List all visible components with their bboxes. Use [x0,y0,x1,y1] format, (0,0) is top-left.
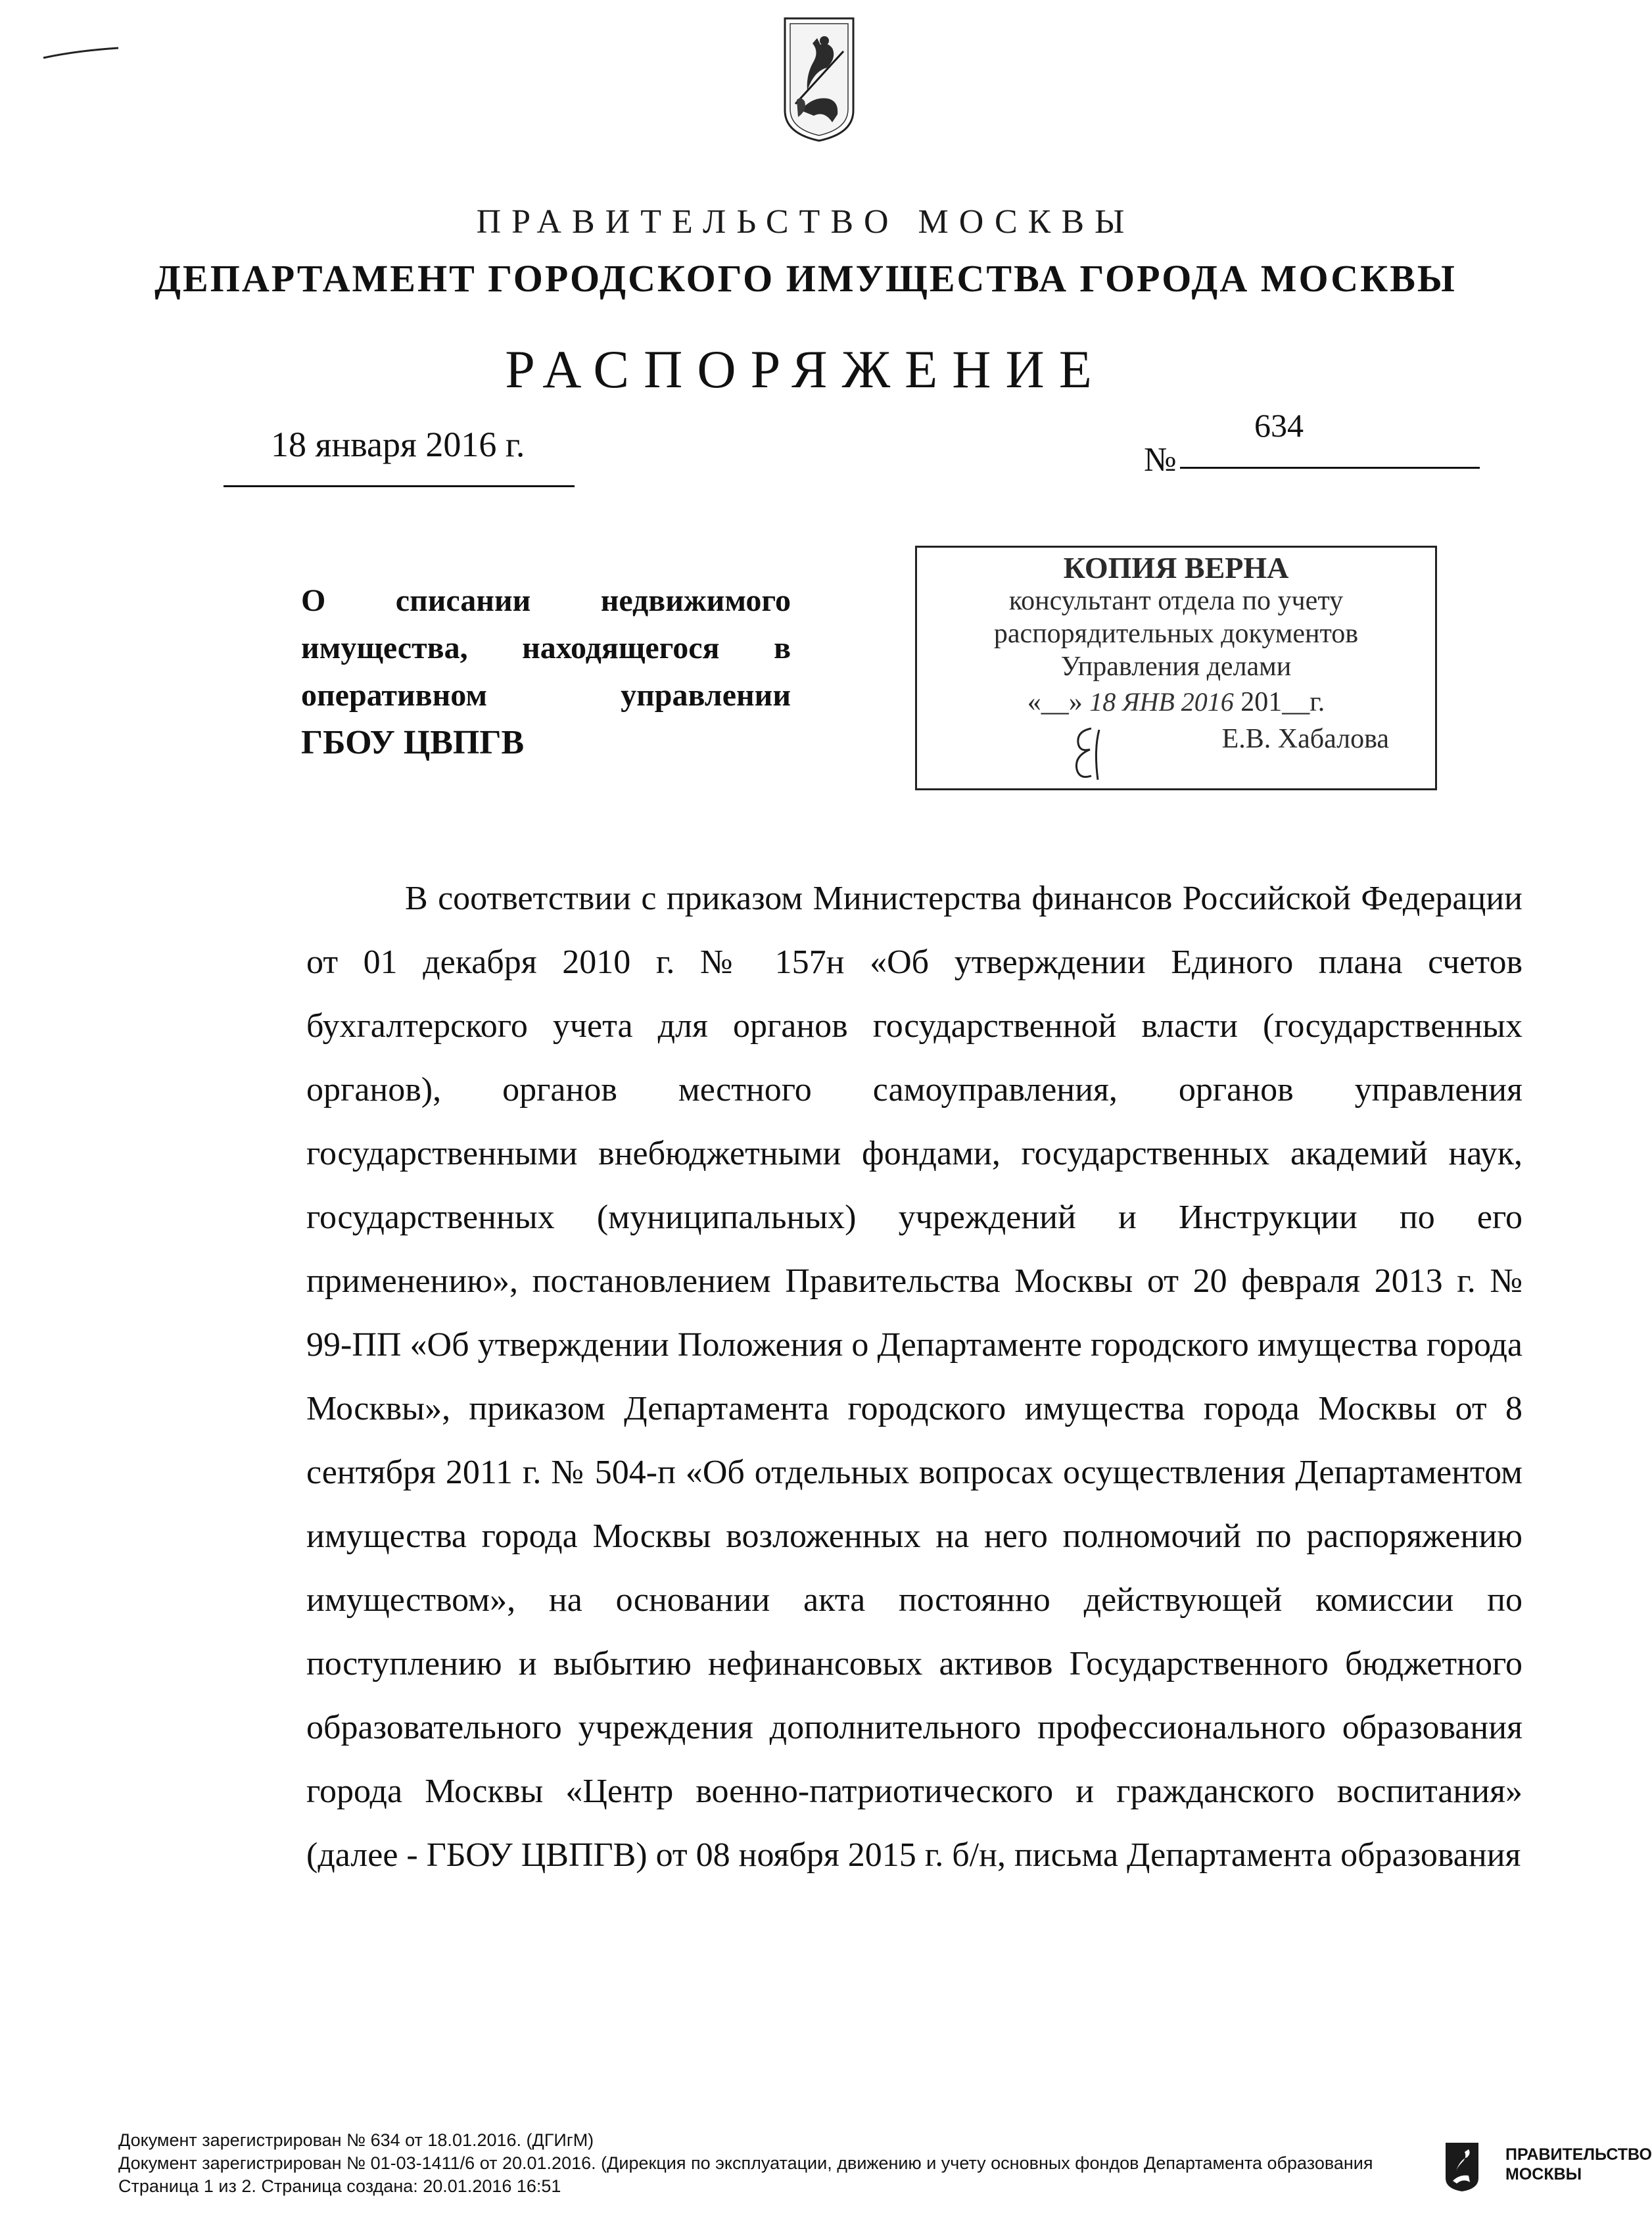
government-title: ПРАВИТЕЛЬСТВО МОСКВЫ [476,203,1135,241]
handwritten-signature [1065,723,1118,782]
moscow-coat-of-arms-icon [781,12,857,143]
document-type: РАСПОРЯЖЕНИЕ [505,339,1106,399]
stamp-date-row [917,686,1435,719]
stamp-date-handwritten: 18 ЯНВ 2016 [1089,687,1234,717]
stamp-signatory-name: Е.В. Хабалова [1221,724,1389,754]
subject-line: ГБОУ ЦВПГВ [301,724,525,761]
footer-line: Документ зарегистрирован № 634 от 18.01.2016. (ДГИгМ) [118,2130,594,2150]
document-date: 18 января 2016 г. [271,425,525,464]
registration-footer [118,2129,1373,2198]
footer-brand [1505,2145,1652,2184]
body-paragraph: В соответствии с приказом Министерства финансов Российской Федерации от 01 декабря 2010 г. № 157н «Об утверждении Единого плана счетов бухгалтерского учета для органов государственной власти (государственных органов), органов местного самоуправления, органов управления государственными внебюджетными фондами, государственных академий наук, государственных (муниципальных) учреждений и Инструкции по его применению», постановлением Правительства Москвы от 20 февраля 2013 г. № 99-ПП «Об утверждении Положения о Департаменте городского имущества города Москвы», приказом Департамента городского имущества города Москвы от 8 сентября 2011 г. № 504-п «Об отдельных вопросах осуществления Департаментом имущества города Москвы возложенных на него полномочий по распоряжению имуществом», на основании акта постоянно действующей комиссии по поступлению и выбытию нефинансовых активов Государственного бюджетного образовательного учреждения дополнительного профессионального образования города Москвы «Центр военно-патриотического и гражданского воспитания» (далее - ГБОУ ЦВПГВ) от 08 ноября 2015 г. б/н, письма Департамента образования [306,880,1522,1874]
footer-line: Страница 1 из 2. Страница создана: 20.01.2016 16:51 [118,2176,561,2196]
stamp-line: распорядительных документов [993,619,1359,649]
footer-brand-line: ПРАВИТЕЛЬСТВО [1505,2145,1652,2164]
subject-line: оперативном управлении [301,678,791,713]
stamp-title: КОПИЯ ВЕРНА [1063,551,1289,585]
number-underline [1180,467,1480,469]
date-underline [224,485,575,487]
subject-line: имущества, находящегося в [301,631,791,665]
corner-pen-mark [42,46,120,60]
document-subject [301,577,791,767]
document-number: 634 [1254,407,1304,444]
number-label: № [1144,441,1177,479]
stamp-date-suffix: 201__г. [1240,687,1325,717]
footer-line: Документ зарегистрирован № 01-03-1411/6 от 20.01.2016. (Дирекция по эксплуатации, движению и учету основных фондов Департамента образования [118,2153,1373,2173]
department-title: ДЕПАРТАМЕНТ ГОРОДСКОГО ИМУЩЕСТВА ГОРОДА МОСКВЫ [154,257,1457,300]
stamp-line: Управления делами [1060,652,1292,682]
stamp-date-prefix: «__» [1027,687,1083,717]
document-body [306,867,1522,1887]
certified-copy-stamp [915,546,1437,790]
subject-line: О списании недвижимого [301,583,791,618]
moscow-government-logo-icon [1444,2140,1480,2193]
stamp-line: консультант отдела по учету [1008,586,1344,616]
footer-brand-line: МОСКВЫ [1505,2165,1582,2183]
